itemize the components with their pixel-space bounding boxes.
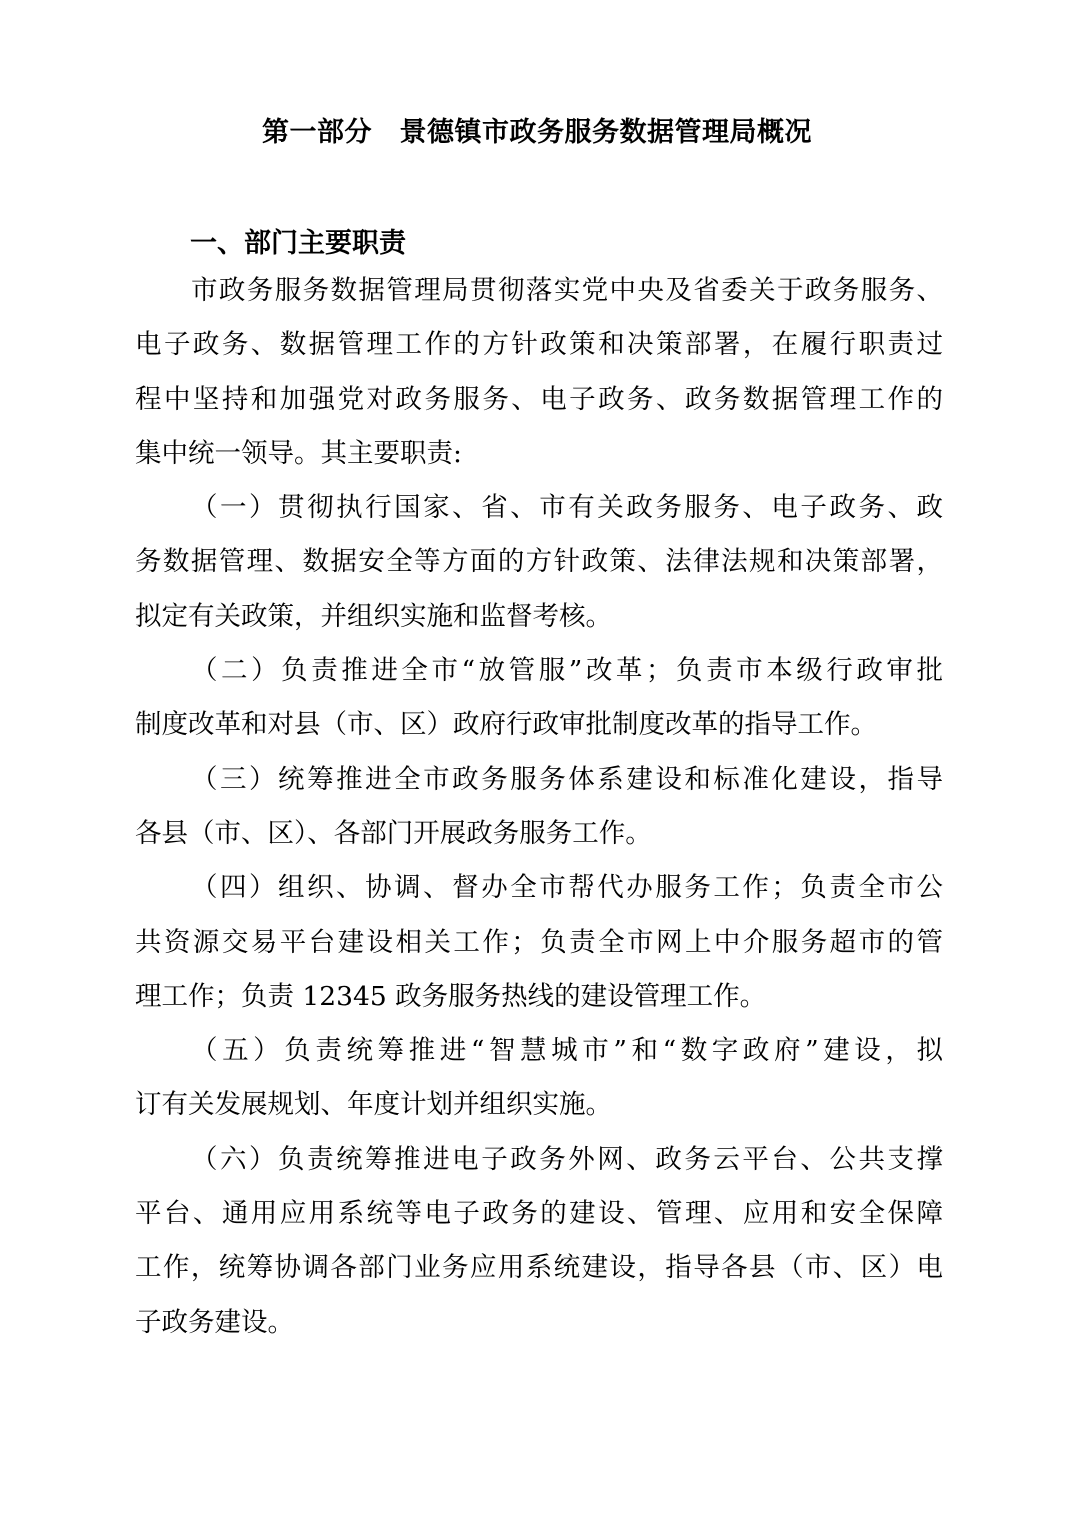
page-title: 第一部分 景德镇市政务服务数据管理局概况 — [262, 117, 812, 148]
paragraph-line: 电子政务、数据管理工作的方针政策和决策部署，在履行职责过 — [135, 329, 943, 361]
paragraph — [135, 264, 943, 481]
paragraph-line: 工作，统筹协调各部门业务应用系统建设，指导各县（市、区）电 — [135, 1252, 943, 1284]
section-heading: 一、部门主要职责 — [190, 228, 406, 259]
paragraph-line: 理工作；负责 12345 政务服务热线的建设管理工作。 — [135, 980, 767, 1012]
paragraph — [135, 1024, 943, 1133]
paragraph-line: 市政务服务数据管理局贯彻落实党中央及省委关于政务服务、 — [191, 275, 943, 306]
paragraph-line: 制度改革和对县（市、区）政府行政审批制度改革的指导工作。 — [135, 709, 877, 741]
paragraph-line: 务数据管理、数据安全等方面的方针政策、法律法规和决策部署， — [135, 546, 943, 578]
paragraph-line: （二）负责推进全市“放管服”改革；负责市本级行政审批 — [191, 655, 943, 687]
paragraph-line: 子政务建设。 — [135, 1306, 294, 1338]
paragraph — [135, 481, 943, 644]
paragraph-line: （四）组织、协调、督办全市帮代办服务工作；负责全市公 — [191, 872, 943, 904]
paragraph-line: （五）负责统筹推进“智慧城市”和“数字政府”建设，拟 — [191, 1035, 943, 1067]
paragraph-line: （一）贯彻执行国家、省、市有关政务服务、电子政务、政 — [191, 492, 943, 524]
paragraph-line: （六）负责统筹推进电子政务外网、政务云平台、公共支撑 — [191, 1143, 943, 1175]
paragraph-line: 共资源交易平台建设相关工作；负责全市网上中介服务超市的管 — [135, 926, 943, 958]
paragraph — [135, 1133, 943, 1350]
paragraph-line: 平台、通用应用系统等电子政务的建设、管理、应用和安全保障 — [135, 1198, 943, 1230]
paragraph — [135, 753, 943, 862]
paragraph-line: 集中统一领导。其主要职责: — [135, 437, 462, 469]
paragraph-line: 订有关发展规划、年度计划并组织实施。 — [135, 1089, 612, 1121]
paragraph-line: （三）统筹推进全市政务服务体系建设和标准化建设，指导 — [191, 763, 943, 795]
document-body — [135, 264, 943, 1350]
paragraph — [135, 644, 943, 753]
paragraph-line: 程中坚持和加强党对政务服务、电子政务、政务数据管理工作的 — [135, 383, 943, 415]
paragraph-line: 各县（市、区）、各部门开展政务服务工作。 — [135, 817, 652, 849]
paragraph-line: 拟定有关政策，并组织实施和监督考核。 — [135, 600, 612, 632]
paragraph — [135, 861, 943, 1024]
